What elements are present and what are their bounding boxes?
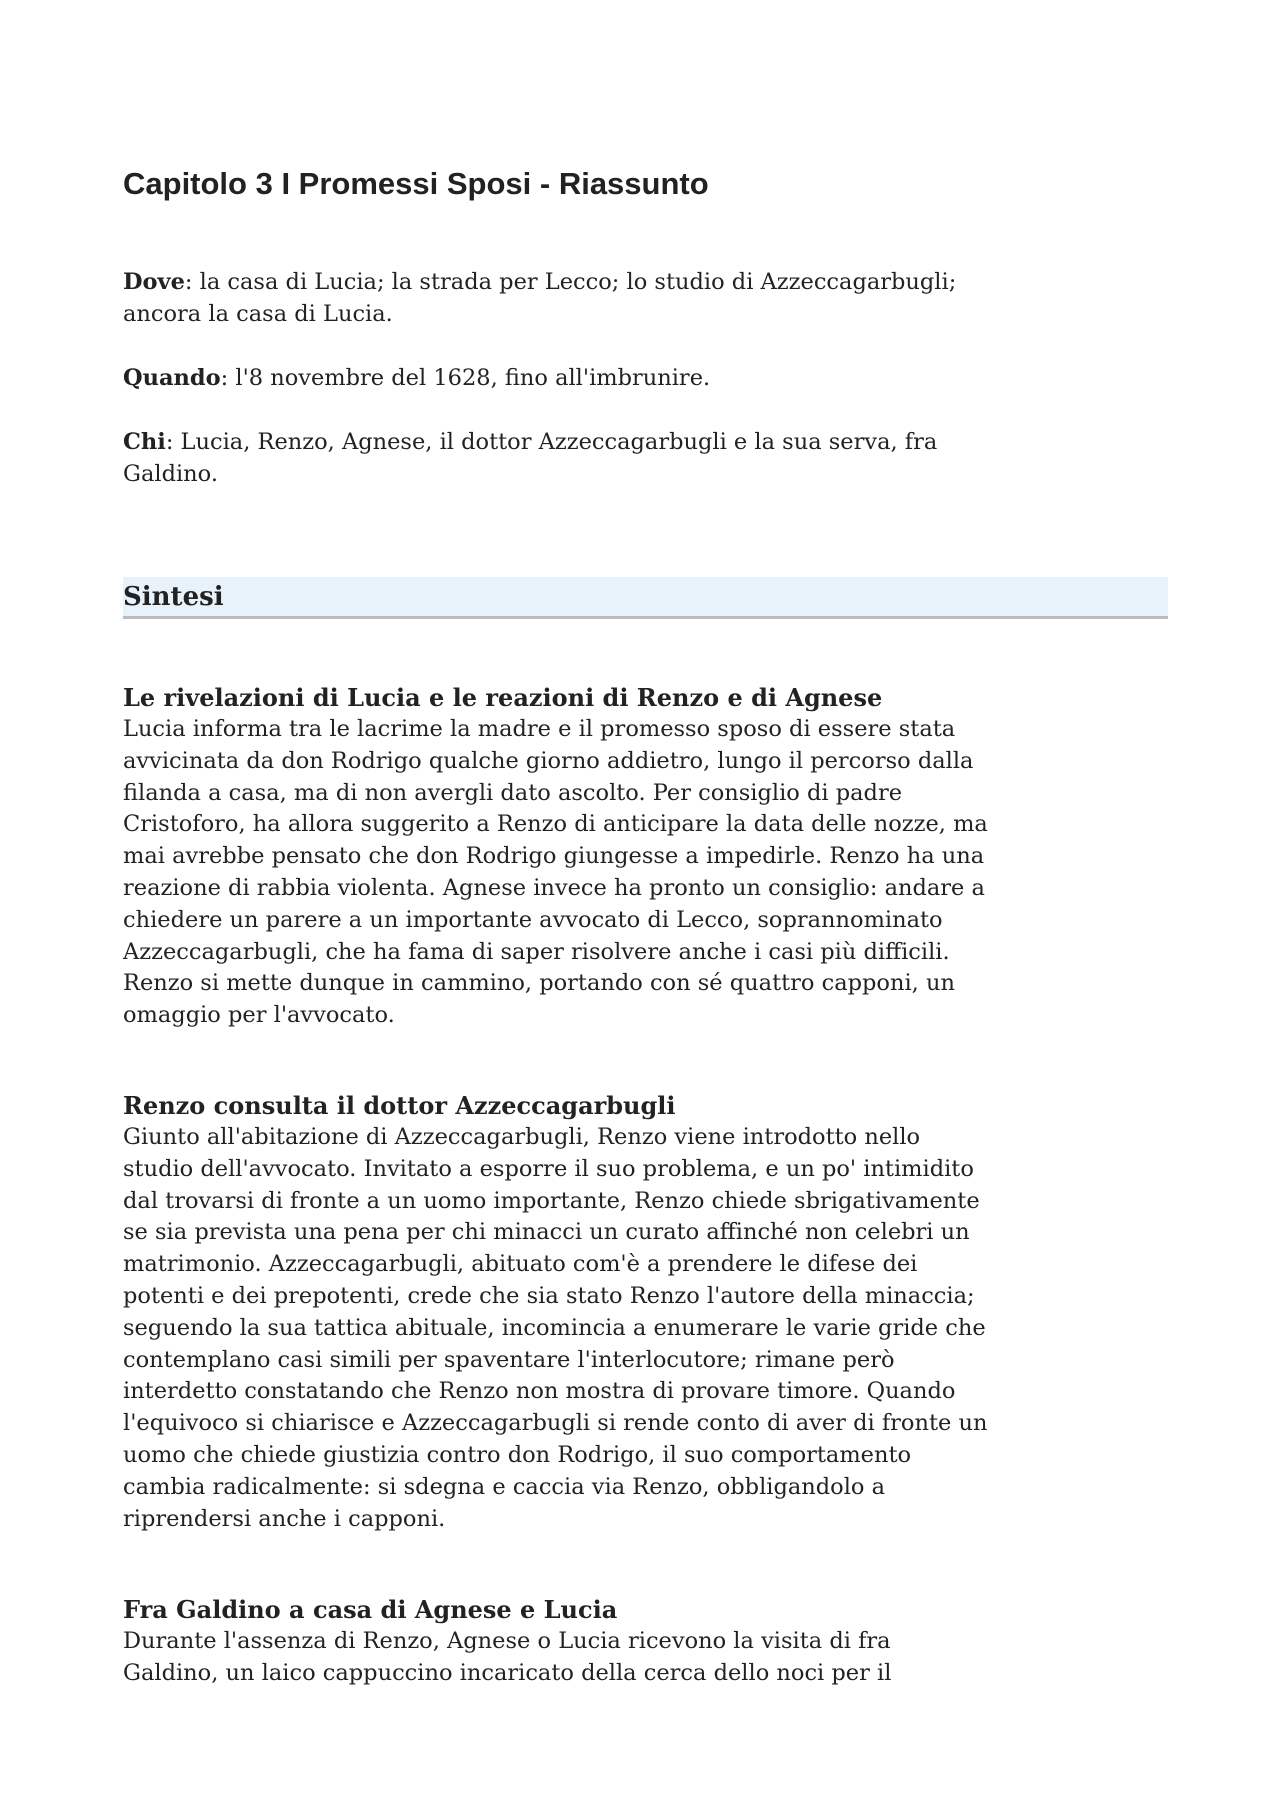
block-heading: Renzo consulta il dottor Azzeccagarbugli — [123, 1091, 676, 1120]
body-line: avvicinata da don Rodrigo qualche giorno addietro, lungo il percorso dalla — [123, 747, 974, 774]
block-body — [123, 1626, 1168, 1690]
meta-info — [123, 266, 1168, 522]
body-line: riprendersi anche i capponi. — [123, 1505, 446, 1532]
body-line: Galdino, un laico cappuccino incaricato della cerca dello noci per il — [123, 1659, 892, 1686]
section-heading: Sintesi — [123, 582, 224, 612]
meta-chi-text: : Lucia, Renzo, Agnese, il dottor Azzeccagarbugli e la sua serva, fra — [165, 429, 938, 455]
body-line: studio dell'avvocato. Invitato a esporre il suo problema, e un po' intimidito — [123, 1155, 974, 1182]
meta-dove — [123, 266, 1168, 330]
summary-block-1 — [123, 682, 1168, 1032]
body-line: potenti e dei prepotenti, crede che sia stato Renzo l'autore della minaccia; — [123, 1282, 975, 1309]
body-line: uomo che chiede giustizia contro don Rodrigo, il suo comportamento — [123, 1441, 912, 1468]
meta-chi-label: Chi — [123, 429, 166, 455]
body-line: Cristoforo, ha allora suggerito a Renzo di anticipare la data delle nozze, ma — [123, 811, 988, 838]
summary-block-2 — [123, 1090, 1168, 1535]
meta-dove-text-2: ancora la casa di Lucia. — [123, 301, 393, 327]
body-line: matrimonio. Azzeccagarbugli, abituato com'è a prendere le difese dei — [123, 1251, 918, 1278]
body-line: Renzo si mette dunque in cammino, portando con sé quattro capponi, un — [123, 970, 955, 997]
body-line: se sia prevista una pena per chi minacci un curato affinché non celebri un — [123, 1219, 970, 1246]
body-line: chiedere un parere a un importante avvocato di Lecco, soprannominato — [123, 906, 943, 933]
meta-quando — [123, 362, 1168, 394]
body-line: filanda a casa, ma di non avergli dato ascolto. Per consiglio di padre — [123, 779, 903, 806]
meta-chi — [123, 426, 1168, 490]
block-body — [123, 714, 1168, 1032]
body-line: Lucia informa tra le lacrime la madre e il promesso sposo di essere stata — [123, 716, 956, 742]
body-line: l'equivoco si chiarisce e Azzeccagarbugli si rende conto di aver di fronte un — [123, 1410, 988, 1437]
body-line: Durante l'assenza di Renzo, Agnese o Lucia ricevono la visita di fra — [123, 1628, 891, 1654]
body-line: reazione di rabbia violenta. Agnese invece ha pronto un consiglio: andare a — [123, 874, 985, 901]
meta-chi-text-2: Galdino. — [123, 461, 218, 487]
body-line: dal trovarsi di fronte a un uomo importante, Renzo chiede sbrigativamente — [123, 1187, 980, 1214]
block-heading: Le rivelazioni di Lucia e le reazioni di Renzo e di Agnese — [123, 683, 883, 712]
meta-quando-text: : l'8 novembre del 1628, fino all'imbrunire. — [220, 365, 711, 391]
body-line: contemplano casi simili per spaventare l'interlocutore; rimane però — [123, 1346, 895, 1373]
body-line: Azzeccagarbugli, che ha fama di saper risolvere anche i casi più difficili. — [123, 938, 950, 965]
body-line: cambia radicalmente: si sdegna e caccia via Renzo, obbligandolo a — [123, 1473, 886, 1500]
block-heading: Fra Galdino a casa di Agnese e Lucia — [123, 1595, 618, 1624]
meta-quando-label: Quando — [123, 365, 221, 391]
body-line: mai avrebbe pensato che don Rodrigo giungesse a impedirle. Renzo ha una — [123, 843, 985, 870]
meta-dove-text: : la casa di Lucia; la strada per Lecco; lo studio di Azzeccagarbugli; — [184, 269, 957, 295]
summary-block-3 — [123, 1594, 1168, 1690]
meta-dove-label: Dove — [123, 269, 185, 295]
body-line: omaggio per l'avvocato. — [123, 1002, 395, 1029]
body-line: interdetto constatando che Renzo non mostra di provare timore. Quando — [123, 1378, 956, 1405]
page-title: Capitolo 3 I Promessi Sposi - Riassunto — [123, 166, 709, 201]
body-line: seguendo la sua tattica abituale, incomincia a enumerare le varie gride che — [123, 1314, 986, 1341]
section-heading-bar — [123, 577, 1168, 619]
block-body — [123, 1122, 1168, 1535]
body-line: Giunto all'abitazione di Azzeccagarbugli, Renzo viene introdotto nello — [123, 1124, 921, 1150]
